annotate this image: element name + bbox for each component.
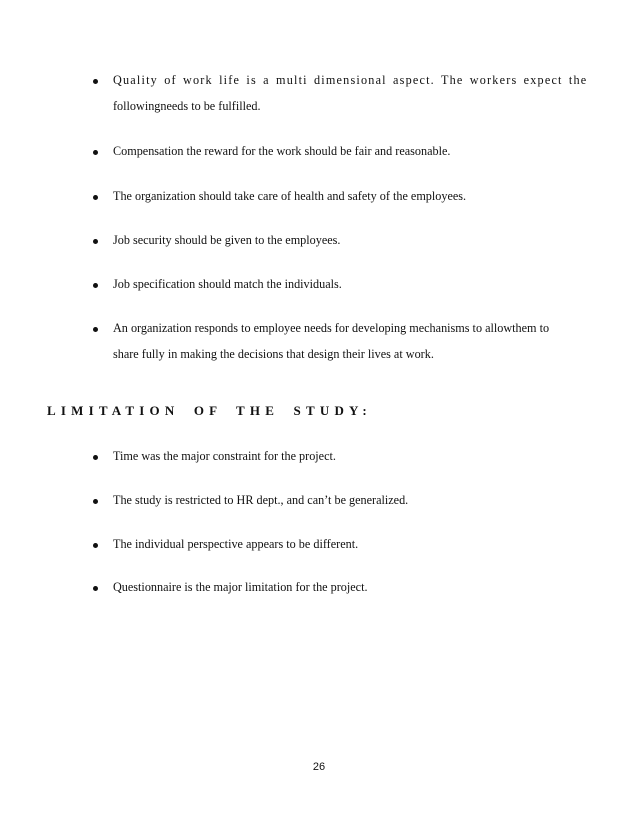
page-number: 26 bbox=[312, 761, 326, 773]
list-item-text bbox=[113, 531, 573, 557]
bullet-icon bbox=[93, 455, 98, 460]
section-heading: LIMITATION OF THE STUDY: bbox=[47, 403, 372, 418]
list-item-text bbox=[113, 227, 573, 253]
bullet-icon bbox=[93, 79, 98, 84]
bullet-icon bbox=[93, 195, 98, 200]
list-item-text bbox=[113, 574, 573, 600]
list-item-text bbox=[113, 487, 573, 513]
list-item-line: share fully in making the decisions that design their lives at work. bbox=[113, 347, 434, 361]
list-item-text bbox=[113, 443, 573, 469]
list-item-text bbox=[113, 67, 588, 119]
list-item-line: The organization should take care of health and safety of the employees. bbox=[113, 189, 467, 203]
list-item-line: Quality of work life is a multi dimensional aspect. The workers expect the bbox=[113, 73, 588, 87]
list-item-line: The individual perspective appears to be different. bbox=[113, 537, 359, 551]
list-item-text bbox=[113, 183, 573, 209]
list-item-line: Time was the major constraint for the project. bbox=[113, 449, 336, 463]
bullet-icon bbox=[93, 499, 98, 504]
bullet-icon bbox=[93, 150, 98, 155]
list-item-text bbox=[113, 271, 573, 297]
list-item-text bbox=[113, 315, 573, 367]
bullet-icon bbox=[93, 283, 98, 288]
list-item-line: Questionnaire is the major limitation for the project. bbox=[113, 580, 368, 594]
list-item-line: An organization responds to employee needs for developing mechanisms to allowthem to bbox=[113, 321, 550, 335]
list-item-line: followingneeds to be fulfilled. bbox=[113, 99, 261, 113]
list-item-line: Job specification should match the individuals. bbox=[113, 277, 342, 291]
list-item-line: The study is restricted to HR dept., and can’t be generalized. bbox=[113, 493, 409, 507]
bullet-icon bbox=[93, 543, 98, 548]
bullet-icon bbox=[93, 239, 98, 244]
list-item-text bbox=[113, 138, 573, 164]
bullet-icon bbox=[93, 327, 98, 332]
list-item-line: Compensation the reward for the work should be fair and reasonable. bbox=[113, 144, 451, 158]
bullet-icon bbox=[93, 586, 98, 591]
list-item-line: Job security should be given to the employees. bbox=[113, 233, 341, 247]
